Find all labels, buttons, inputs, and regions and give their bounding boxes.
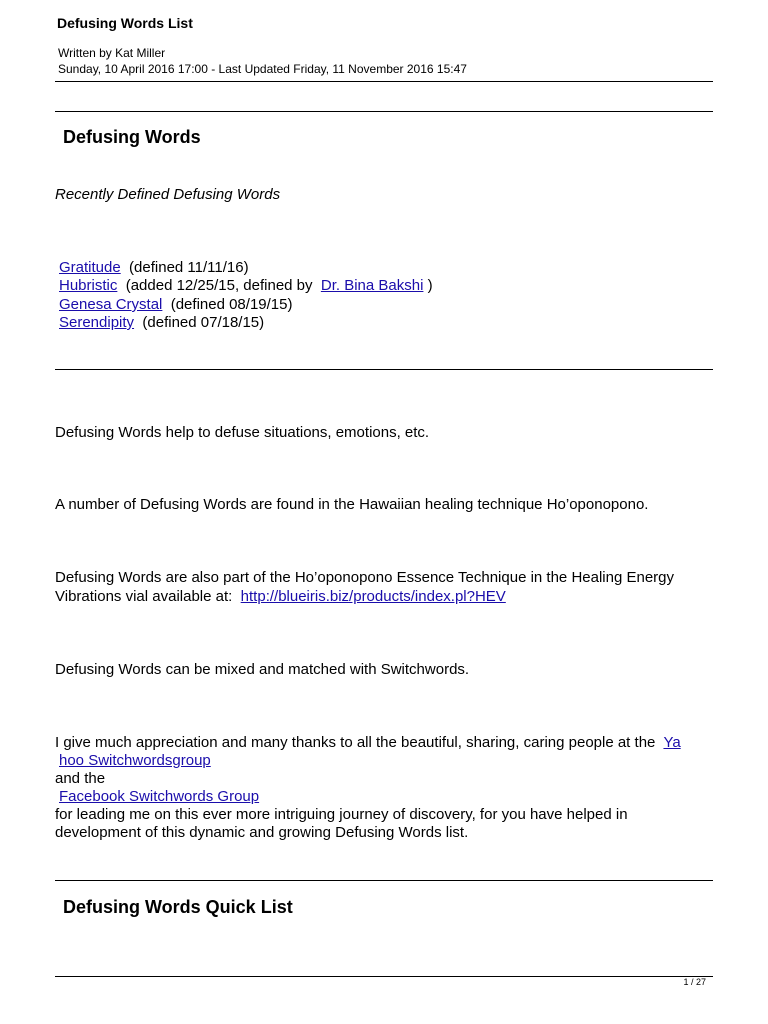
- paragraph-hooponopono: A number of Defusing Words are found in the Hawaiian healing technique Ho’oponopono.: [55, 496, 649, 513]
- entry-genesa-crystal: [59, 296, 292, 314]
- paragraph-thanks-line1: [55, 734, 681, 752]
- link-blueiris-hev[interactable]: http://blueiris.biz/products/index.pl?HEV: [240, 588, 506, 605]
- entry-gratitude: [59, 259, 249, 277]
- paragraph-thanks-line4: development of this dynamic and growing Defusing Words list.: [55, 824, 469, 841]
- paragraph-thanks-line3: for leading me on this ever more intriguing journey of discovery, for you have helped in: [55, 806, 628, 823]
- paragraph-defuse: Defusing Words help to defuse situations, emotions, etc.: [55, 424, 430, 441]
- entry-genesa-text: (defined 08/19/15): [170, 296, 293, 313]
- footer-divider: [55, 976, 713, 977]
- document-title: Defusing Words List: [57, 15, 193, 31]
- link-yahoo-switchwordsgroup-part1[interactable]: Ya: [663, 734, 681, 751]
- link-gratitude[interactable]: Gratitude: [59, 259, 121, 276]
- entry-serendipity-text: (defined 07/18/15): [142, 314, 265, 331]
- section-divider-middle: [55, 369, 713, 370]
- link-serendipity[interactable]: Serendipity: [59, 314, 135, 331]
- paragraph-thanks-fb: [59, 788, 259, 806]
- paragraph-thanks-and: and the: [55, 770, 106, 787]
- paragraph-hev-line2: [55, 588, 506, 606]
- entry-serendipity: [59, 314, 264, 332]
- section-heading-defusing-words: Defusing Words: [63, 127, 201, 147]
- paragraph-hev-line1: Defusing Words are also part of the Ho’oponopono Essence Technique in the Healing Energy: [55, 569, 675, 586]
- entry-hubristic-text: (added 12/25/15, defined by: [125, 277, 313, 294]
- date-line: Sunday, 10 April 2016 17:00 - Last Updated Friday, 11 November 2016 15:47: [58, 62, 467, 76]
- paragraph-switchwords: Defusing Words can be mixed and matched with Switchwords.: [55, 661, 470, 678]
- section-heading-quick-list: Defusing Words Quick List: [63, 897, 293, 917]
- recently-defined-subheading: Recently Defined Defusing Words: [55, 186, 281, 203]
- author-line: Written by Kat Miller: [58, 46, 166, 60]
- header-divider: [55, 81, 713, 82]
- page-number: 1 / 27: [683, 977, 706, 987]
- thanks-text: I give much appreciation and many thanks to all the beautiful, sharing, caring people at the: [55, 734, 656, 751]
- section-divider-quicklist: [55, 880, 713, 881]
- link-facebook-switchwords-group[interactable]: Facebook Switchwords Group: [59, 788, 260, 805]
- paragraph-hev-text: Vibrations vial available at:: [55, 588, 233, 605]
- entry-gratitude-text: (defined 11/11/16): [129, 259, 249, 276]
- link-yahoo-switchwordsgroup-part2[interactable]: hoo Switchwordsgroup: [59, 752, 211, 769]
- entry-hubristic-close: ): [427, 277, 433, 294]
- link-genesa-crystal[interactable]: Genesa Crystal: [59, 296, 163, 313]
- link-dr-bina-bakshi[interactable]: Dr. Bina Bakshi: [320, 277, 424, 294]
- link-hubristic[interactable]: Hubristic: [59, 277, 118, 294]
- section-divider-top: [55, 111, 713, 112]
- entry-hubristic: [59, 277, 433, 295]
- paragraph-thanks-line2: [59, 752, 211, 770]
